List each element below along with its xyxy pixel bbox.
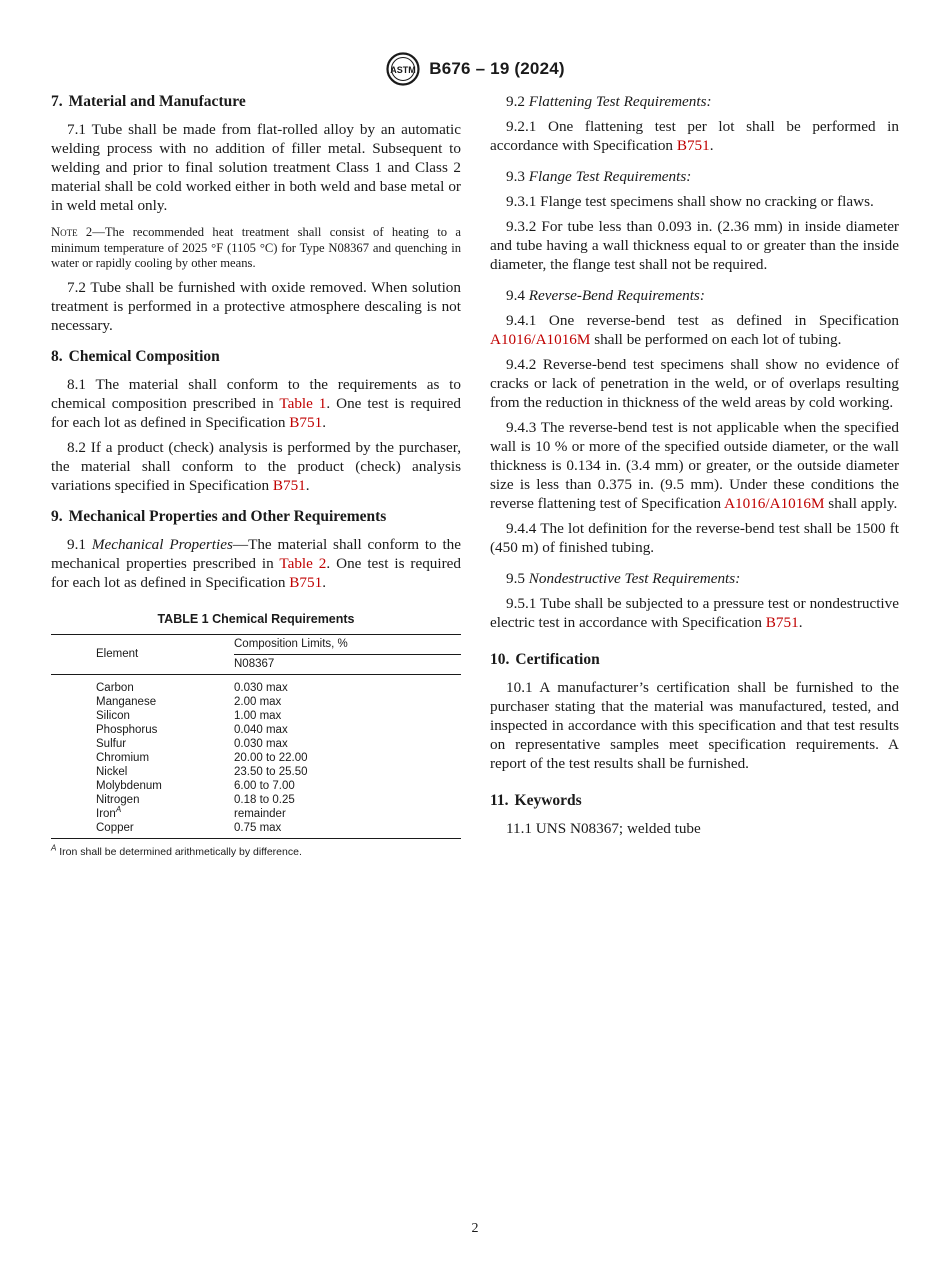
left-column — [51, 92, 461, 862]
element-cell: Molybdenum — [96, 779, 162, 792]
table-row — [51, 674, 461, 695]
paragraph-9-4-2: 9.4.2 Reverse-bend test specimens shall show no evidence of cracks or lack of penetration in the weld, or of overlaps resulting from the reduction in thickness of the weld areas by cold working. — [490, 356, 899, 411]
paragraph-7-2: 7.2 Tube shall be furnished with oxide removed. When solution treatment is performed in a protective atmosphere descaling is not necessary. — [51, 278, 461, 334]
element-cell: Manganese — [96, 695, 157, 708]
document-designation: B676 – 19 (2024) — [429, 59, 565, 78]
footnote-marker: A — [115, 804, 122, 814]
section-7-heading: 7. Material and Manufacture — [51, 93, 246, 110]
astm-logo-icon — [385, 52, 421, 86]
table-row — [51, 793, 461, 807]
paragraph-11-1: 11.1 UNS N08367; welded tube — [506, 820, 701, 837]
element-cell: Phosphorus — [96, 723, 158, 736]
table-1-link[interactable]: Table 1 — [279, 394, 327, 412]
right-column — [490, 92, 899, 844]
paragraph-10-1: 10.1 A manufacturer’s certification shall be furnished to the purchaser stating that the material was manufactured, tested, and inspected in accordance with this specification and that test results on representative samples meet specification requirements. A report of the test results shall be furnished. — [490, 679, 899, 772]
section-10-heading: 10. Certification — [490, 651, 600, 668]
limit-cell: 0.040 max — [234, 723, 288, 736]
page-header — [0, 52, 950, 86]
paragraph-9-4-4: 9.4.4 The lot definition for the reverse-bend test shall be 1500 ft (450 m) of finished tubing. — [490, 520, 899, 556]
paragraph-9-5: 9.5 Nondestructive Test Requirements: — [506, 570, 741, 587]
paragraph-9-5-1: 9.5.1 Tube shall be subjected to a pressure test or nondestructive electric test in accordance with Specification B751. — [490, 595, 899, 631]
table-row — [51, 695, 461, 709]
element-cell: Nickel — [96, 765, 128, 778]
column-header-composition: Composition Limits, % — [234, 634, 461, 654]
paragraph-9-4-3: 9.4.3 The reverse-bend test is not applicable when the specified wall is 10 % or more of the specified outside diameter, or the wall thickness is 0.134 in. (3.4 mm) or greater, or the outside diameter size is less than 0.375 in. (9.5 mm). Under these conditions the reverse flattening test of Specification A1016/A1016M shall apply. — [490, 419, 899, 512]
column-header-n08367: N08367 — [234, 654, 461, 674]
b751-link[interactable]: B751 — [289, 573, 323, 591]
table-row — [51, 723, 461, 737]
element-cell: Carbon — [96, 681, 134, 694]
table-1 — [51, 610, 461, 862]
paragraph-9-3-2: 9.3.2 For tube less than 0.093 in. (2.36 mm) in inside diameter and tube having a wall thickness equal to or greater than the inside diameter, the flange test shall not be required. — [490, 218, 899, 273]
paragraph-9-2-1: 9.2.1 One flattening test per lot shall be performed in accordance with Specification B751. — [490, 118, 899, 154]
element-cell: Chromium — [96, 751, 150, 764]
limit-cell: 23.50 to 25.50 — [234, 765, 308, 778]
limit-cell: 20.00 to 22.00 — [234, 751, 308, 764]
note-2: Note 2—The recommended heat treatment shall consist of heating to a minimum temperature of 2025 °F (1105 °C) for Type N08367 and quenching in water or rapidly cooling by other means. — [51, 225, 461, 270]
element-cell: Nitrogen — [96, 793, 140, 806]
limit-cell: 2.00 max — [234, 695, 282, 708]
table-row — [51, 751, 461, 765]
section-11-heading: 11. Keywords — [490, 792, 582, 809]
paragraph-9-4-1: 9.4.1 One reverse-bend test as defined in Specification A1016/A1016M shall be performed on each lot of tubing. — [490, 312, 899, 348]
section-8-heading: 8. Chemical Composition — [51, 347, 220, 365]
b751-link[interactable]: B751 — [765, 614, 799, 631]
limit-cell: 0.18 to 0.25 — [234, 793, 295, 806]
table-row — [51, 807, 461, 821]
svg-text:ASTM: ASTM — [390, 65, 416, 75]
limit-cell: 1.00 max — [234, 709, 282, 722]
element-cell: Iron$^A$ — [96, 804, 122, 820]
section-9-heading: 9. Mechanical Properties and Other Requirements — [51, 507, 387, 525]
element-cell: Copper — [96, 821, 134, 834]
table-row — [51, 779, 461, 793]
limit-cell: 0.030 max — [234, 681, 288, 694]
b751-link[interactable]: B751 — [676, 137, 710, 154]
paragraph-8-2: 8.2 If a product (check) analysis is performed by the purchaser, the material shall conform to the product (check) analysis variations specified in Specification B751. — [51, 438, 461, 494]
a1016-link[interactable]: A1016/A1016M — [724, 495, 825, 512]
paragraph-9-3: 9.3 Flange Test Requirements: — [506, 168, 692, 185]
limit-cell: 6.00 to 7.00 — [234, 779, 295, 792]
table-row — [51, 737, 461, 751]
limit-cell: remainder — [234, 807, 286, 820]
table-2-link[interactable]: Table 2 — [279, 554, 327, 572]
b751-link[interactable]: B751 — [289, 413, 323, 431]
paragraph-7-1: 7.1 Tube shall be made from flat-rolled alloy by an automatic welding process with no addition of filler metal. Subsequent to welding and prior to final solution treatment Class 1 and Class 2 material shall be cold worked either in both weld and base metal or in weld metal only. — [51, 121, 461, 214]
table-1-body — [51, 674, 461, 838]
a1016-link[interactable]: A1016/A1016M — [490, 331, 591, 348]
b751-link[interactable]: B751 — [272, 476, 306, 494]
paragraph-9-3-1: 9.3.1 Flange test specimens shall show no cracking or flaws. — [506, 193, 874, 210]
limit-cell: 0.75 max — [234, 821, 282, 834]
limit-cell: 0.030 max — [234, 737, 288, 750]
paragraph-9-2: 9.2 Flattening Test Requirements: — [506, 93, 712, 110]
table-row — [51, 821, 461, 839]
paragraph-9-1: 9.1 Mechanical Properties—The material shall conform to the mechanical properties prescribed in Table 2. One test is required for each lot as defined in Specification B751. — [51, 535, 462, 591]
column-header-element: Element — [51, 634, 234, 674]
table-1-footnote: $^A$ Iron shall be determined arithmetically by difference. — [51, 843, 302, 858]
table-row — [51, 765, 461, 779]
paragraph-8-1: 8.1 The material shall conform to the requirements as to chemical composition prescribed in Table 1. One test is required for each lot as defined in Specification B751. — [51, 375, 461, 431]
paragraph-9-4: 9.4 Reverse-Bend Requirements: — [506, 287, 705, 304]
element-cell: Silicon — [96, 709, 130, 722]
element-cell: Sulfur — [96, 737, 127, 750]
page-number: 2 — [471, 1221, 479, 1236]
table-row — [51, 709, 461, 723]
table-1-caption: TABLE 1 Chemical Requirements — [157, 611, 355, 626]
